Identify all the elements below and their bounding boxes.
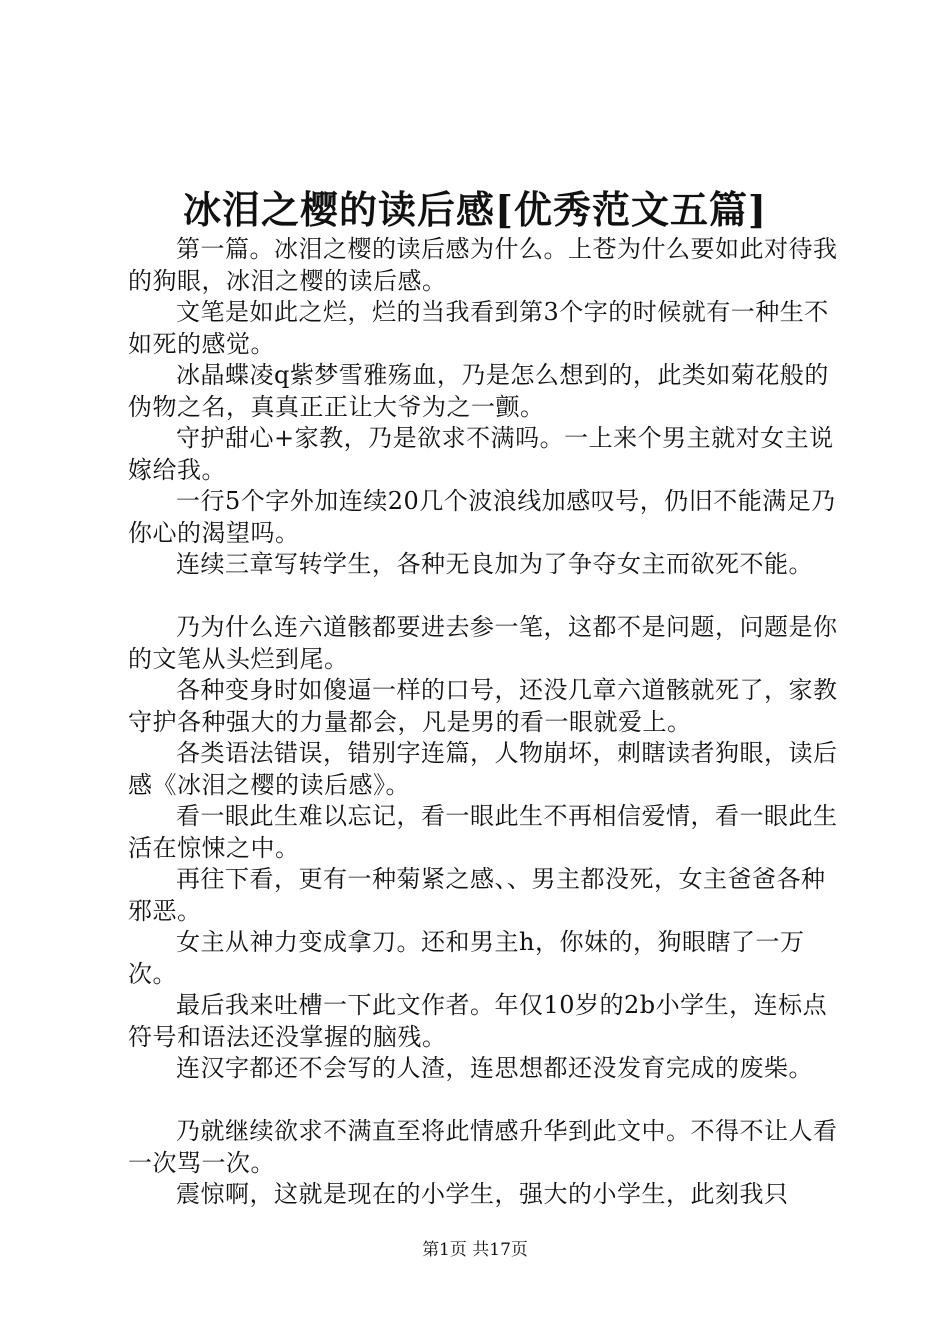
paragraph: 连续三章写转学生，各种无良加为了争夺女主而欲死不能。 <box>176 550 813 578</box>
paragraph: 各种变身时如傻逼一样的口号，还没几章六道骸就死了，家教守护各种强大的力量都会，凡是男的看一眼就爱上。 <box>128 676 838 736</box>
paragraph: 第一篇。冰泪之樱的读后感为什么。上苍为什么要如此对待我的狗眼，冰泪之樱的读后感。 <box>128 235 838 295</box>
paragraph: 连汉字都还不会写的人渣，连思想都还没发育完成的废柴。 <box>176 1054 813 1082</box>
paragraph: 冰晶蝶凌q紫梦雪雅殇血，乃是怎么想到的，此类如菊花般的伪物之名，真真正正让大爷为之一颤。 <box>128 361 829 421</box>
document-body <box>128 234 840 1211</box>
page-number: 第1页 共17页 <box>422 1240 528 1260</box>
document-title: 冰泪之樱的读后感[优秀范文五篇] <box>183 187 767 232</box>
paragraph: 各类语法错误，错别字连篇，人物崩坏，刺瞎读者狗眼，读后感《冰泪之樱的读后感》。 <box>128 739 838 799</box>
paragraph: 乃为什么连六道骸都要进去参一笔，这都不是问题，问题是你的文笔从头烂到尾。 <box>128 613 838 673</box>
paragraph: 震惊啊，这就是现在的小学生，强大的小学生，此刻我只 <box>176 1180 789 1208</box>
paragraph: 最后我来吐槽一下此文作者。年仅10岁的2b小学生，连标点符号和语法还没掌握的脑残。 <box>128 991 828 1051</box>
paragraph: 一行5个字外加连续20几个波浪线加感叹号，仍旧不能满足乃你心的渴望吗。 <box>128 487 836 547</box>
paragraph: 乃就继续欲求不满直至将此情感升华到此文中。不得不让人看一次骂一次。 <box>128 1117 838 1177</box>
paragraph: 文笔是如此之烂，烂的当我看到第3个字的时候就有一种生不如死的感觉。 <box>128 298 829 358</box>
paragraph: 守护甜心+家教，乃是欲求不满吗。一上来个男主就对女主说嫁给我。 <box>128 424 834 484</box>
paragraph: 看一眼此生难以忘记，看一眼此生不再相信爱情，看一眼此生活在惊悚之中。 <box>128 802 838 862</box>
paragraph: 女主从神力变成拿刀。还和男主h，你妹的，狗眼瞎了一万次。 <box>128 928 805 988</box>
paragraph: 再往下看，更有一种菊紧之感、、男主都没死，女主爸爸各种邪恶。 <box>128 865 826 925</box>
